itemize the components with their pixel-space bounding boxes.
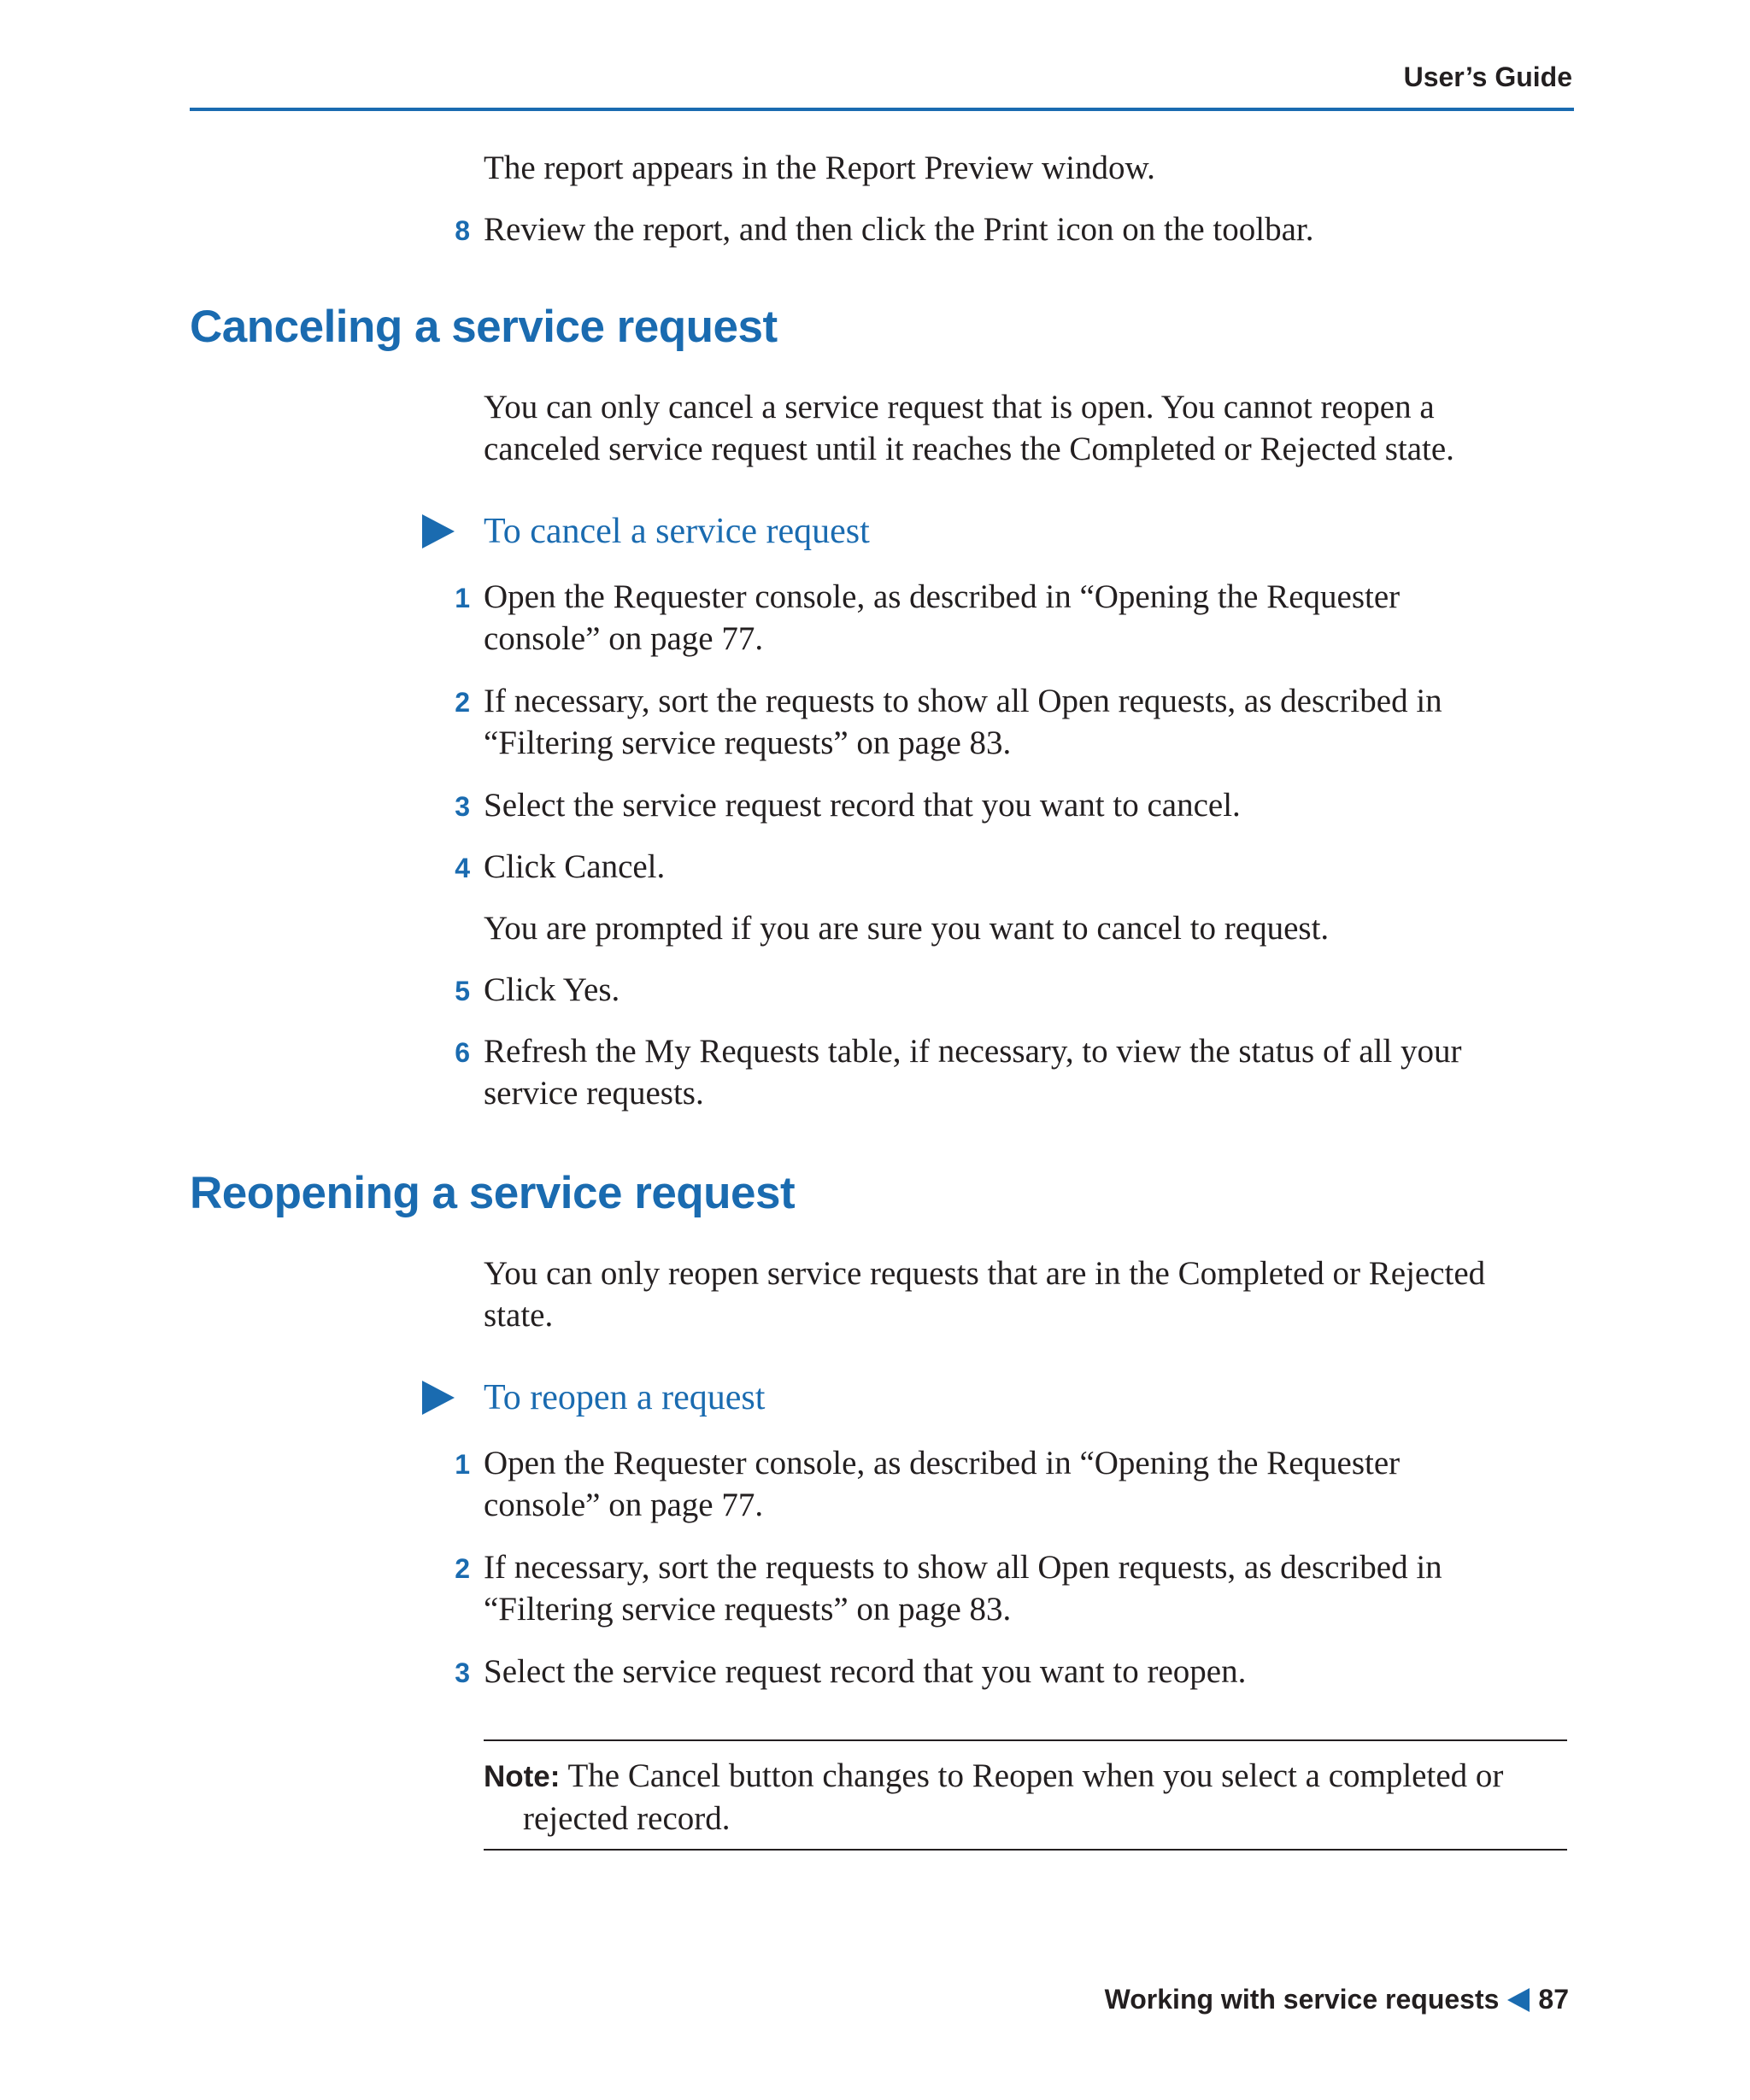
step-text: Click Yes. [484,971,620,1008]
step-text: If necessary, sort the requests to show all Open requests, as described in [484,1549,1442,1586]
paragraph-line: You can only cancel a service request that is open. You cannot reopen a [484,389,1435,425]
list-item [455,576,1569,660]
note-line [484,1755,1569,1798]
section-title-cancel: Canceling a service request [190,302,778,352]
procedure-title-cancel [484,511,870,552]
triangle-right-icon [422,514,455,548]
section-title-reopen: Reopening a service request [190,1168,796,1218]
list-item [455,969,1569,1011]
header-rule [190,108,1574,111]
note-label: Note: [484,1760,561,1793]
step-text: console” on page 77. [484,620,764,657]
step-number: 2 [455,1553,470,1584]
step-text: Open the Requester console, as described in “Opening the Requester [484,1445,1401,1481]
running-head: User’s Guide [1403,62,1572,92]
step-number: 3 [455,1657,470,1688]
step-text: Select the service request record that you want to cancel. [484,787,1241,824]
step-text: Open the Requester console, as described in “Opening the Requester [484,578,1401,615]
triangle-left-icon [1507,1988,1530,2012]
step-number: 1 [455,1449,470,1480]
step-text: Click Cancel. [484,848,666,885]
page-footer [1105,1984,1569,2015]
note-line: rejected record. [523,1800,731,1837]
list-item [455,680,1569,764]
list-item [455,846,1569,888]
triangle-right-icon [422,1381,455,1415]
step-number: 2 [455,687,470,718]
list-item [455,1030,1569,1114]
footer-chapter: Working with service requests [1104,1984,1500,2015]
step-followup: You are prompted if you are sure you want to cancel to request. [484,910,1330,947]
intro-continuation: The report appears in the Report Preview window. [484,150,1155,186]
step-number: 4 [455,853,470,883]
step-text: console” on page 77. [484,1487,764,1523]
step-text: If necessary, sort the requests to show all Open requests, as described in [484,683,1442,719]
step-text: Refresh the My Requests table, if necessary, to view the status of all your [484,1033,1462,1070]
paragraph-line: canceled service request until it reaches the Completed or Rejected state. [484,431,1454,467]
list-item [455,1651,1569,1692]
step-text: “Filtering service requests” on page 83. [484,1591,1012,1628]
step-number: 3 [455,791,470,822]
list-item [455,784,1569,826]
paragraph-line: You can only reopen service requests that are in the Completed or Rejected [484,1255,1486,1292]
note-bottom-rule [484,1849,1567,1851]
page-number: 87 [1538,1984,1569,2015]
step-number: 5 [455,976,470,1006]
procedure-title-text: To cancel a service request [484,512,870,551]
list-item [455,1546,1569,1630]
step-number: 1 [455,583,470,613]
note [484,1755,1569,1839]
step-text: Review the report, and then click the Print icon on the toolbar. [484,211,1314,248]
procedure-title-text: To reopen a request [484,1378,766,1417]
step-text: “Filtering service requests” on page 83. [484,724,1012,761]
paragraph-line: state. [484,1297,554,1334]
section-intro-reopen [484,1252,1569,1336]
list-item [455,208,1569,250]
step-text: service requests. [484,1075,704,1112]
procedure-title-reopen [484,1377,765,1418]
step-number: 6 [455,1037,470,1068]
list-item [455,1442,1569,1526]
section-intro-cancel [484,386,1569,470]
step-number: 8 [455,215,470,246]
note-top-rule [484,1739,1567,1741]
note-text: The Cancel button changes to Reopen when you select a completed or [560,1757,1504,1794]
step-text: Select the service request record that you want to reopen. [484,1653,1247,1690]
